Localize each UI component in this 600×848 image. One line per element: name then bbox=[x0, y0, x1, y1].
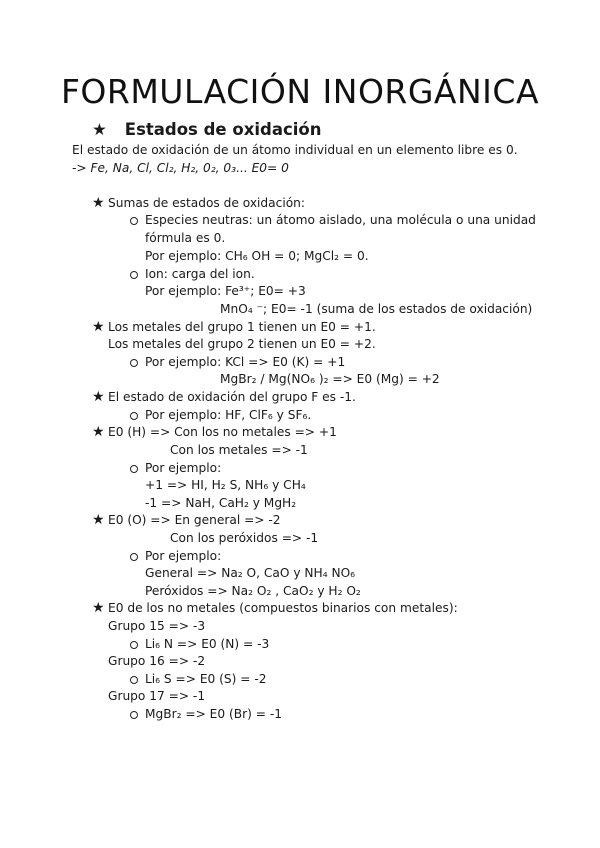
circle-bullet-icon bbox=[130, 711, 138, 719]
list-item: Por ejemplo: CH₆ OH = 0; MgCl₂ = 0. bbox=[145, 249, 369, 263]
list-item: Ion: carga del ion. bbox=[145, 267, 255, 281]
section-heading bbox=[92, 120, 321, 139]
section-heading-text: Estados de oxidación bbox=[124, 120, 322, 139]
list-item: Por ejemplo: KCl => E0 (K) = +1 bbox=[145, 355, 346, 369]
list-item: Especies neutras: un átomo aislado, una molécula o una unidad bbox=[145, 213, 536, 227]
list-item: Grupo 17 => -1 bbox=[108, 689, 206, 703]
circle-bullet-icon bbox=[130, 271, 138, 279]
list-item: fórmula es 0. bbox=[145, 231, 226, 245]
star-bullet-icon: ★ bbox=[92, 424, 105, 440]
list-item: Por ejemplo: bbox=[145, 549, 222, 563]
list-item: E0 (H) => Con los no metales => +1 bbox=[108, 425, 337, 439]
star-bullet-icon: ★ bbox=[92, 389, 105, 405]
list-item: Sumas de estados de oxidación: bbox=[108, 196, 306, 210]
list-item: Los metales del grupo 1 tienen un E0 = +1. bbox=[108, 320, 376, 334]
page-title: FORMULACIÓN INORGÁNICA bbox=[60, 72, 540, 111]
circle-bullet-icon bbox=[130, 465, 138, 473]
star-bullet-icon: ★ bbox=[92, 319, 105, 335]
list-item: Con los metales => -1 bbox=[170, 443, 308, 457]
list-item: Li₆ N => E0 (N) = -3 bbox=[145, 637, 270, 651]
list-item: E0 de los no metales (compuestos binarios con metales): bbox=[108, 601, 458, 615]
list-item: Por ejemplo: Fe³⁺; E0= +3 bbox=[145, 284, 306, 298]
circle-bullet-icon bbox=[130, 412, 138, 420]
intro-line: El estado de oxidación de un átomo individual en un elemento libre es 0. bbox=[72, 143, 518, 157]
list-item: Peróxidos => Na₂ O₂ , CaO₂ y H₂ O₂ bbox=[145, 584, 361, 598]
list-item: MgBr₂ / Mg(NO₆ )₂ => E0 (Mg) = +2 bbox=[220, 372, 440, 386]
list-item: Li₆ S => E0 (S) = -2 bbox=[145, 672, 267, 686]
circle-bullet-icon bbox=[130, 553, 138, 561]
list-item: -1 => NaH, CaH₂ y MgH₂ bbox=[145, 496, 297, 510]
list-item: E0 (O) => En general => -2 bbox=[108, 513, 281, 527]
star-bullet-icon: ★ bbox=[92, 512, 105, 528]
star-bullet-icon: ★ bbox=[92, 600, 105, 616]
circle-bullet-icon bbox=[130, 217, 138, 225]
star-bullet-icon: ★ bbox=[92, 195, 105, 211]
list-item: Por ejemplo: HF, ClF₆ y SF₆. bbox=[145, 408, 312, 422]
circle-bullet-icon bbox=[130, 676, 138, 684]
list-item: Grupo 16 => -2 bbox=[108, 654, 206, 668]
list-item: MgBr₂ => E0 (Br) = -1 bbox=[145, 707, 283, 721]
list-item: Los metales del grupo 2 tienen un E0 = +2. bbox=[108, 337, 376, 351]
list-item: +1 => HI, H₂ S, NH₆ y CH₄ bbox=[145, 478, 306, 492]
list-item: Por ejemplo: bbox=[145, 461, 222, 475]
list-item: General => Na₂ O, CaO y NH₄ NO₆ bbox=[145, 566, 356, 580]
circle-bullet-icon bbox=[130, 641, 138, 649]
circle-bullet-icon bbox=[130, 359, 138, 367]
list-item: Grupo 15 => -3 bbox=[108, 619, 206, 633]
list-item: Con los peróxidos => -1 bbox=[170, 531, 319, 545]
list-item: MnO₄ ⁻; E0= -1 (suma de los estados de oxidación) bbox=[220, 302, 533, 316]
star-icon: ★ bbox=[92, 120, 107, 139]
intro-examples: -> Fe, Na, Cl, Cl₂, H₂, 0₂, 0₃... E0= 0 bbox=[72, 161, 289, 175]
list-item: El estado de oxidación del grupo F es -1. bbox=[108, 390, 356, 404]
